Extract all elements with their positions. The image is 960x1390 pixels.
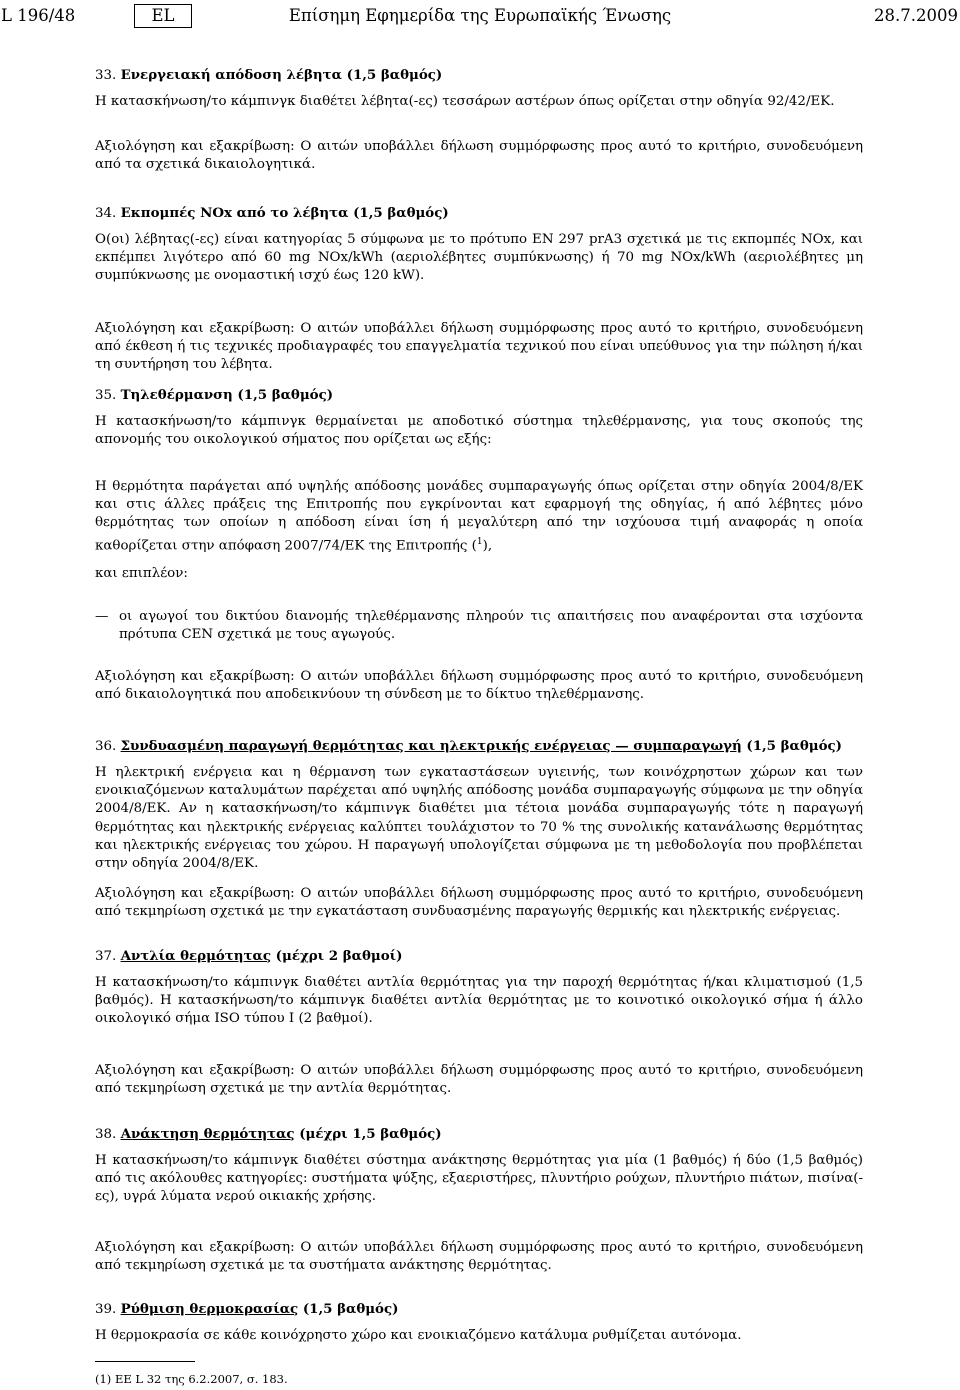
- footnote-separator: [95, 1361, 195, 1362]
- footnote: [95, 1372, 288, 1386]
- section-39-text: Η θερμοκρασία σε κάθε κοινόχρηστο χώρο και ενοικιαζόμενο κατάλυμα ρυθμίζεται αυτόνομα.: [95, 1328, 742, 1343]
- section-36-heading: 36. Συνδυασμένη παραγωγή θερμότητας και ηλεκτρικής ενέργειας — συμπαραγωγή (1,5 βαθμός): [95, 738, 843, 754]
- section-36-text: Η ηλεκτρική ενέργεια και η θέρμανση των εγκαταστάσεων υγιεινής, των κοινόχρηστων χώρων και των ενοικιαζόμενων καταλυμάτων παρέχεται από υψηλής απόδοσης μονάδα συμπαραγωγής σύμφωνα με την οδηγία 2004/8/ΕΚ. Αν η κατασκήνωση/το κάμπινγκ διαθέτει μια τέτοια μονάδα συμπαραγωγής τότε η παραγωγή θερμότητας και ηλεκτρικής ενέργειας καλύπτει τουλάχιστον το 70 % της συνολικής κατανάλωσης θερμότητας και ηλεκτρικής ενέργειας του χώρου. Η παραγωγή υπολογίζεται σύμφωνα με τη μεθοδολογία που προβλέπεται στην οδηγία 2004/8/ΕΚ.: [95, 765, 863, 872]
- section-35-definition: Η θερμότητα παράγεται από υψηλής απόδοσης μονάδες συμπαραγωγής όπως ορίζεται στην οδηγία 2004/8/ΕΚ και στις άλλες πράξεις της Επιτροπής που εγκρίνονται κατ εφαρμογή της οδηγίας, ή από λέβητες μόνο θερμότητας των οποίων η απόδοση είναι ίση ή μεγαλύτερη από την ισχύουσα τιμή αναφοράς η οποία καθορίζεται στην απόφαση 2007/74/ΕΚ της Επιτροπής ($^1$),: [95, 479, 863, 554]
- section-38-heading: 38. Ανάκτηση θερμότητας (μέχρι 1,5 βαθμός): [95, 1126, 442, 1142]
- footnote-ref: 1: [476, 536, 483, 547]
- footnote-mark: (1): [95, 1372, 112, 1386]
- section-34-heading: 34. Εκπομπές NOx από το λέβητα (1,5 βαθμός): [95, 205, 449, 221]
- section-33-assessment: Αξιολόγηση και εξακρίβωση: Ο αιτών υποβάλλει δήλωση συμμόρφωσης προς αυτό το κριτήριο, συνοδευόμενη από τα σχετικά δικαιολογητικά.: [95, 139, 863, 173]
- section-38-assessment: Αξιολόγηση και εξακρίβωση: Ο αιτών υποβάλλει δήλωση συμμόρφωσης προς αυτό το κριτήριο, συνοδευόμενη από τεκμηρίωση σχετικά με τα συστήματα ανάκτησης θερμότητας.: [95, 1240, 863, 1274]
- section-33-text: Η κατασκήνωση/το κάμπινγκ διαθέτει λέβητα(-ες) τεσσάρων αστέρων όπως ορίζεται στην οδηγία 92/42/ΕΚ.: [95, 94, 835, 109]
- section-36-assessment: Αξιολόγηση και εξακρίβωση: Ο αιτών υποβάλλει δήλωση συμμόρφωσης προς αυτό το κριτήριο, συνοδευόμενη από τεκμηρίωση σχετικά με την εγκατάσταση συνδυασμένης παραγωγής θερμικής και ηλεκτρικής ενέργειας.: [95, 886, 863, 920]
- section-38-text: Η κατασκήνωση/το κάμπινγκ διαθέτει σύστημα ανάκτησης θερμότητας για μία (1 βαθμός) ή δύο (1,5 βαθμός) από τις ακόλουθες κατηγορίες: συστήματα ψύξης, εξαεριστήρες, πλυντήριο ρούχων, πλυντήριο πιάτων, πισίνα(-ες), υγρά λύματα νερού οικιακής χρήσης.: [95, 1153, 863, 1205]
- section-37-heading: 37. Αντλία θερμότητας (μέχρι 2 βαθμοί): [95, 948, 403, 964]
- section-35-heading: 35. Τηλεθέρμανση (1,5 βαθμός): [95, 387, 334, 403]
- page-header: [0, 4, 960, 28]
- publication-date: 28.7.2009: [874, 6, 958, 25]
- section-34-text: Ο(οι) λέβητας(-ες) είναι κατηγορίας 5 σύμφωνα με το πρότυπο EN 297 prA3 σχετικά με τις εκπομπές NOx, και εκπέμπει λιγότερο από 60 mg NOx/kWh (αεριολέβητες συμπύκνωσης) ή 70 mg NOx/kWh (αεριολέβητες μη συμπύκνωσης με ονομαστική ισχύ έως 120 kW).: [95, 232, 863, 284]
- section-35-additional: και επιπλέον:: [95, 566, 188, 581]
- language-code-box: EL: [134, 4, 192, 28]
- section-35-assessment: Αξιολόγηση και εξακρίβωση: Ο αιτών υποβάλλει δήλωση συμμόρφωσης προς αυτό το κριτήριο, συνοδευόμενη από δικαιολογητικά που αποδεικνύουν τη σύνδεση με το δίκτυο τηλεθέρμανσης.: [95, 669, 863, 703]
- section-35-dash-item: — οι αγωγοί του δικτύου διανομής τηλεθέρμανσης πληρούν τις απαιτήσεις που αναφέρονται στα ισχύοντα πρότυπα CEN σχετικά με τους αγωγούς.: [95, 609, 863, 643]
- page-reference: L 196/48: [1, 6, 76, 25]
- section-33-heading: 33. Ενεργειακή απόδοση λέβητα (1,5 βαθμός): [95, 67, 443, 83]
- footnote-text: ΕΕ L 32 της 6.2.2007, σ. 183.: [114, 1372, 288, 1386]
- journal-title: Επίσημη Εφημερίδα της Ευρωπαϊκής Ένωσης: [288, 6, 672, 25]
- section-39-heading: 39. Ρύθμιση θερμοκρασίας (1,5 βαθμός): [95, 1301, 399, 1317]
- section-34-assessment: Αξιολόγηση και εξακρίβωση: Ο αιτών υποβάλλει δήλωση συμμόρφωσης προς αυτό το κριτήριο, συνοδευόμενη από έκθεση ή τις τεχνικές προδιαγραφές του επαγγελματία τεχνικού που είναι υπεύθυνος για την πώληση ή/και τη συντήρηση του λέβητα.: [95, 321, 863, 373]
- section-37-assessment: Αξιολόγηση και εξακρίβωση: Ο αιτών υποβάλλει δήλωση συμμόρφωσης προς αυτό το κριτήριο, συνοδευόμενη από τεκμηρίωση σχετικά με την αντλία θερμότητας.: [95, 1063, 863, 1097]
- section-35-text: Η κατασκήνωση/το κάμπινγκ θερμαίνεται με αποδοτικό σύστημα τηλεθέρμανσης, για τους σκοπούς της απονομής του οικολογικού σήματος που ορίζεται ως εξής:: [95, 414, 863, 448]
- section-37-text: Η κατασκήνωση/το κάμπινγκ διαθέτει αντλία θερμότητας για την παροχή θερμότητας ή/και κλιματισμού (1,5 βαθμός). Η κατασκήνωση/το κάμπινγκ διαθέτει αντλία θερμότητας με το κοινοτικό οικολογικό σήμα ή άλλο οικολογικό σήμα ISO τύπου I (2 βαθμοί).: [95, 975, 863, 1027]
